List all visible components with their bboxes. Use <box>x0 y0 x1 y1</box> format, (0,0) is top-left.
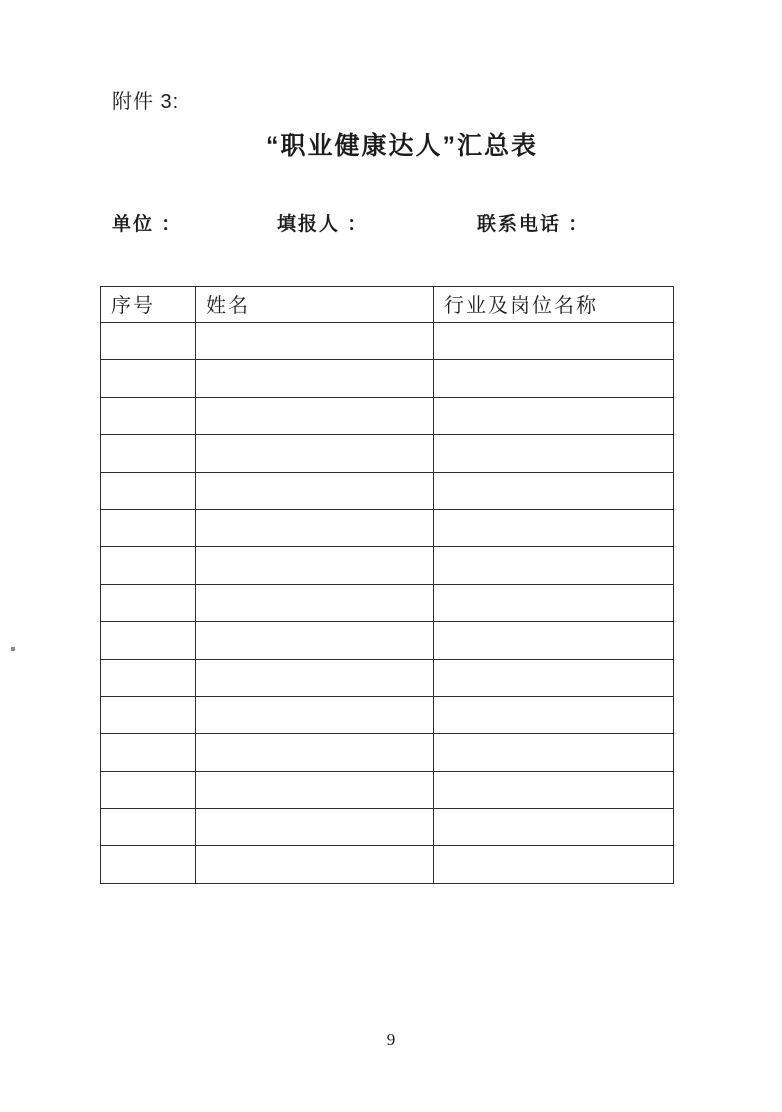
table-cell <box>434 734 674 771</box>
table-row <box>101 659 674 696</box>
table-cell <box>101 584 196 621</box>
summary-table <box>100 286 674 884</box>
table-cell <box>196 809 434 846</box>
table-cell <box>434 360 674 397</box>
table-cell <box>196 472 434 509</box>
table-cell <box>101 397 196 434</box>
preparer-field-label: 填报人 ： <box>277 214 369 235</box>
table-cell <box>101 622 196 659</box>
table-cell <box>196 846 434 883</box>
table-row <box>101 435 674 472</box>
table-cell <box>196 435 434 472</box>
table-cell <box>101 696 196 733</box>
table-cell <box>101 846 196 883</box>
table-row <box>101 809 674 846</box>
table-cell <box>434 509 674 546</box>
table-cell <box>434 659 674 696</box>
table-cell <box>101 734 196 771</box>
table-cell <box>434 809 674 846</box>
table-cell <box>196 771 434 808</box>
page-number: 9 <box>386 1030 396 1049</box>
table-row <box>101 622 674 659</box>
table-cell <box>196 547 434 584</box>
table-cell <box>101 547 196 584</box>
table-cell <box>434 846 674 883</box>
table-cell <box>196 659 434 696</box>
table-cell <box>196 622 434 659</box>
table-body <box>101 323 674 884</box>
table-row <box>101 584 674 621</box>
table-cell <box>434 547 674 584</box>
form-fields-row <box>0 209 782 235</box>
table-row <box>101 472 674 509</box>
page-title: “职业健康达人”汇总表 <box>265 132 538 160</box>
column-header-name: 姓名 <box>196 287 434 323</box>
table-cell <box>434 622 674 659</box>
table-cell <box>196 360 434 397</box>
table-cell <box>434 584 674 621</box>
column-header-industry-position: 行业及岗位名称 <box>434 287 674 323</box>
column-header-index: 序号 <box>101 287 196 323</box>
table-cell <box>196 696 434 733</box>
table-row <box>101 509 674 546</box>
table-cell <box>101 360 196 397</box>
table-cell <box>196 734 434 771</box>
table-cell <box>434 435 674 472</box>
table-row <box>101 846 674 883</box>
table-cell <box>101 771 196 808</box>
table-cell <box>434 323 674 360</box>
table-cell <box>101 659 196 696</box>
table-cell <box>196 397 434 434</box>
table-cell <box>196 509 434 546</box>
table-row <box>101 547 674 584</box>
table-row <box>101 323 674 360</box>
table-cell <box>196 584 434 621</box>
table-header <box>101 287 674 323</box>
unit-field-label: 单位 ： <box>112 214 183 235</box>
table-row <box>101 360 674 397</box>
table-row <box>101 696 674 733</box>
table-cell <box>434 771 674 808</box>
table-cell <box>101 472 196 509</box>
scan-speck-artifact <box>11 647 15 651</box>
table-cell <box>434 397 674 434</box>
table-cell <box>196 323 434 360</box>
table-row <box>101 397 674 434</box>
table-cell <box>434 696 674 733</box>
table-cell <box>101 509 196 546</box>
table-row <box>101 771 674 808</box>
attachment-label: 附件 3: <box>112 91 180 113</box>
table-header-row <box>101 287 674 323</box>
table-row <box>101 734 674 771</box>
phone-field-label: 联系电话 ： <box>477 214 590 235</box>
table-cell <box>101 323 196 360</box>
table-cell <box>101 809 196 846</box>
table-cell <box>101 435 196 472</box>
table-cell <box>434 472 674 509</box>
